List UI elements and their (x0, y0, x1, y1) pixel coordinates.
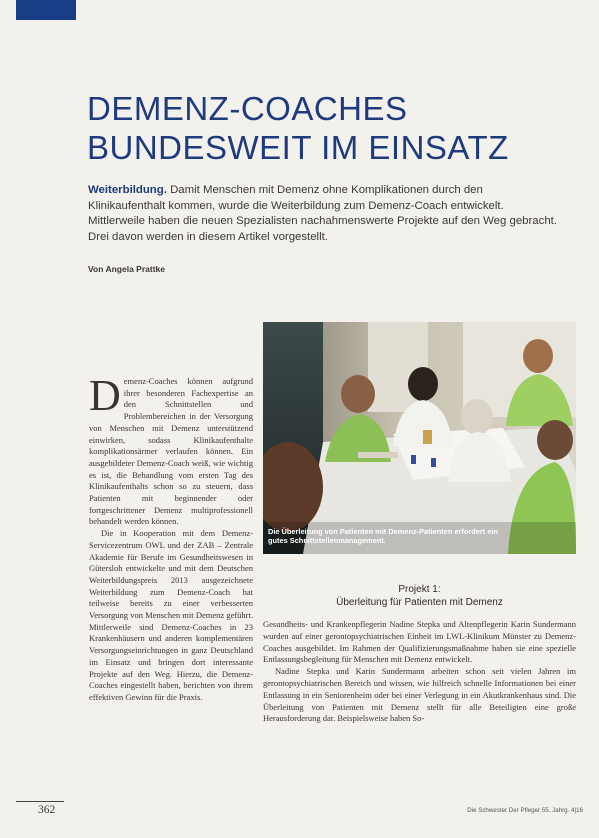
lead-text: Damit Menschen mit Demenz ohne Komplikationen durch den Klinikaufenthalt kommen, wurde die Weiterbildung zum Demenz-Coach entwickelt. Mittlerweile haben die neuen Spezialisten nachahmenswerte Projekte auf den Weg gebracht. Drei davon werden in diesem Artikel vorgestellt. (88, 184, 557, 243)
paragraph-project-1: Gesundheits- und Krankenpflegerin Nadine Stepka und Altenpflegerin Karin Sundermann wurden auf einer gerontopsychiatrischen Einheit im LWL-Klinikum Münster zu Demenz-Coaches ausgebildet. Im Rahmen der Qualifizierungsmaßnahme haben sie eine spezielle Entlassungsbegleitung für Menschen mit Demenz entwickelt. (263, 619, 576, 665)
drop-cap: D (89, 371, 121, 420)
paragraph-intro (89, 371, 253, 528)
project-title: Überleitung für Patienten mit Demenz (336, 597, 503, 608)
project-heading (263, 583, 576, 609)
lead-label: Weiterbildung. (88, 184, 167, 196)
project-number: Projekt 1: (398, 584, 441, 595)
paragraph-second: Die in Kooperation mit dem Demenz-Servicezentrum OWL und der ZAB – Zentrale Akademie für Berufe im Gesundheitswesen in Gütersloh entwickelte und mit dem Deutschen Weiterbildungspreis 2013 ausgezeichnete Weiterbildung zum Demenz-Coach hat teilweise bereits zu einer verbesserten Versorgung von Menschen mit Demenz geführt. Mittlerweile sind Demenz-Coaches in 23 Krankenhäusern und anderen komplementären Versorgungseinrichtungen in ganz Deutschland im Einsatz und bringen dort interessante Projekte auf den Weg. Hierzu, die Demenz-Coaches eingestellt haben, berichten von ihrem effektiven Gewinn für die Praxis. (89, 528, 253, 702)
article-photo (263, 322, 576, 554)
title-line-1: DEMENZ-COACHES (87, 90, 408, 127)
photo-illustration (263, 322, 576, 554)
section-color-tab (16, 0, 76, 20)
title-line-2: BUNDESWEIT IM EINSATZ (87, 129, 509, 166)
footer-rule (16, 801, 64, 802)
page-number: 362 (38, 804, 56, 816)
paragraph-project-2: Nadine Stepka und Karin Sundermann arbeiten schon seit vielen Jahren im gerontopsychiatrischen Bereich und wissen, wie hilfreich schnelle Informationen bei einer Entlassung in ein Seniorenheim oder bei einer Verlegung in ein Akutkrankenhaus sind. Die Überleitung von Patienten mit Demenz stellt für alle Beteiligten eine große Herausforderung dar. Beispielsweise haben So- (263, 666, 576, 724)
text-column-left (89, 371, 253, 704)
article-title (87, 89, 577, 167)
text-column-right (263, 619, 576, 725)
byline: Von Angela Prattke (88, 264, 165, 274)
lead-paragraph (88, 183, 558, 245)
paragraph-intro-text: emenz-Coaches können aufgrund ihrer besonderen Fachexpertise an den Schnittstellen und Problembereichen in der Versorgung von Menschen mit Demenz unterstützend einwirken, sodass Klinikaufenthalte komplikationsärmer verlaufen können. Ein ausgebildeter Demenz-Coach weiß, wie wichtig es ist, die Behandlung vom ersten Tag des Klinikaufenthalts schon so zu steuern, dass Patienten mit beginnender oder fortgeschrittener Demenz multiprofessionell behandelt werden können. (89, 376, 253, 527)
journal-footer: Die Schwester Der Pfleger 55. Jahrg. 4|16 (467, 807, 583, 814)
photo-caption: Die Überleitung von Patienten mit Demenz-Patienten erfordert ein gutes Schnittstellenmanagement. (268, 527, 498, 545)
